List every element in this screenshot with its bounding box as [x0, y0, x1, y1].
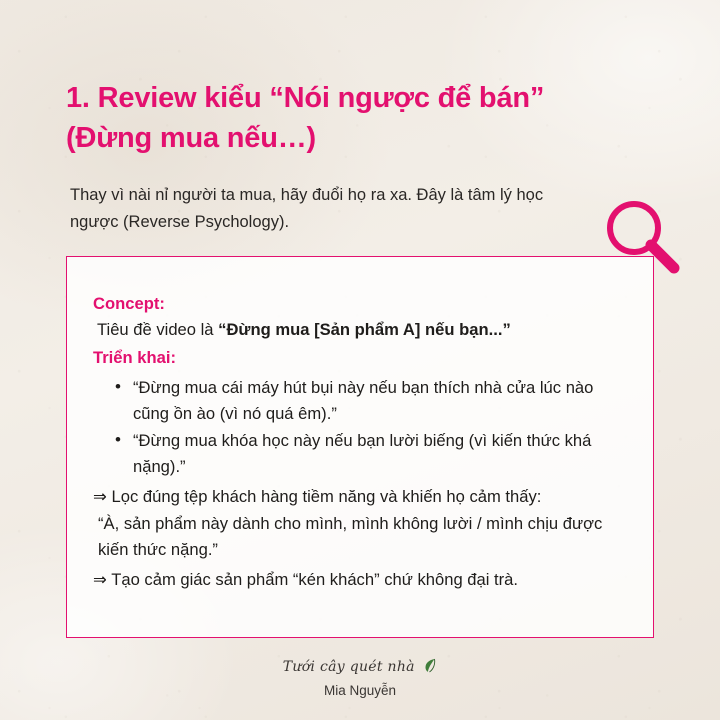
- list-item: • “Đừng mua cái máy hút bụi này nếu bạn thích nhà cửa lúc nào cũng ồn ào (vì nó quá êm).”: [133, 375, 627, 427]
- concept-text-bold: “Đừng mua [Sản phẩm A] nếu bạn...”: [218, 320, 511, 340]
- quote-line: “À, sản phẩm này dành cho mình, mình không lười / mình chịu được kiến thức nặng.”: [98, 513, 603, 559]
- content-card: [66, 256, 654, 638]
- result-line: ⇒ Lọc đúng tệp khách hàng tiềm năng và khiến họ cảm thấy:: [93, 487, 542, 507]
- card-body: [93, 291, 627, 593]
- brand-script-wrap: [0, 658, 720, 679]
- slide-intro-text: Thay vì nài nỉ người ta mua, hãy đuổi họ ra xa. Đây là tâm lý học ngược (Reverse Psychology).: [70, 186, 544, 231]
- leaf-icon: [423, 658, 437, 679]
- brand-name: Mia Nguyễn: [323, 683, 397, 698]
- list-item: • “Đừng mua khóa học này nếu bạn lười biếng (vì kiến thức khá nặng).”: [133, 428, 627, 480]
- slide-title: 1. Review kiểu “Nói ngược để bán” (Đừng mua nếu…): [66, 82, 545, 155]
- concept-label: Concept:: [93, 294, 165, 313]
- brand-script: Tưới cây quét nhà: [282, 659, 415, 675]
- implement-bullet-list: [93, 375, 627, 481]
- implement-label: Triển khai:: [93, 348, 176, 368]
- concept-text-plain: Tiêu đề video là: [97, 320, 219, 340]
- conclusion-line: ⇒ Tạo cảm giác sản phẩm “kén khách” chứ không đại trà.: [93, 570, 519, 590]
- concept-line: [93, 317, 627, 343]
- footer: [0, 658, 720, 698]
